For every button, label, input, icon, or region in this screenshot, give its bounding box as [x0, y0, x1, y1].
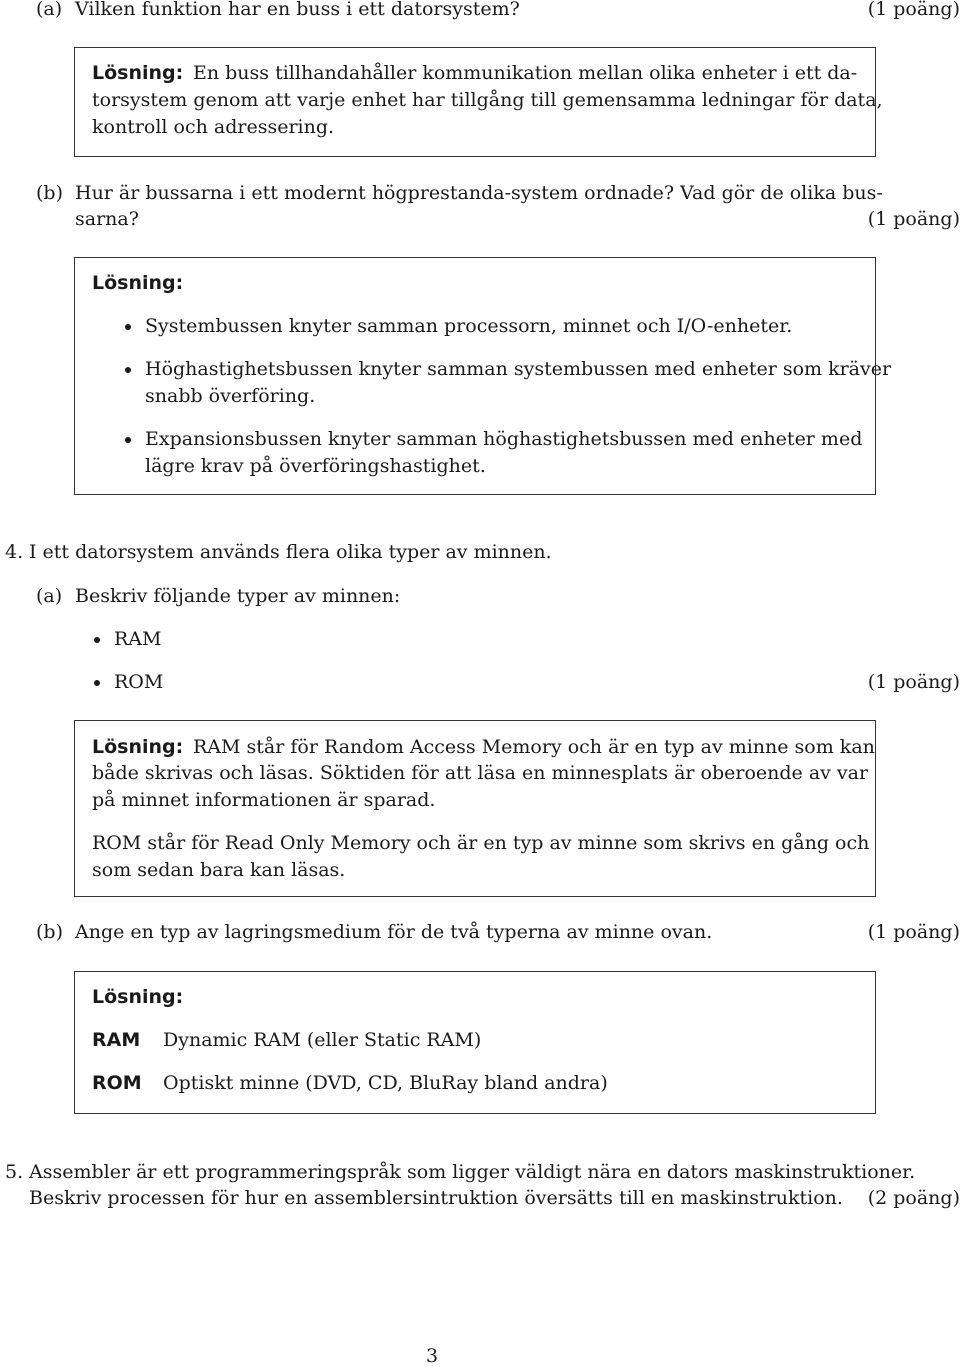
- bullet-icon: [125, 367, 131, 373]
- bullet-icon: [94, 680, 100, 686]
- q4-question: I ett datorsystem används flera olika typer av minnen.: [29, 541, 552, 563]
- q3a-solution-line-3: kontroll och adressering.: [92, 116, 335, 138]
- q4a-label: (a): [36, 585, 63, 607]
- q5-points: (2 poäng): [867, 1187, 960, 1209]
- q3b-question-line-1: Hur är bussarna i ett modernt högprestanda-system ordnade? Vad gör de olika bus-: [75, 182, 883, 204]
- q3b-bullet-2-line-1: Höghastighetsbussen knyter samman systembussen med enheter som kräver: [145, 358, 892, 380]
- q4b-label: (b): [36, 921, 63, 943]
- q3b-question-line-2: sarna?: [75, 208, 139, 230]
- q3a-question: Vilken funktion har en buss i ett datorsystem?: [75, 0, 520, 20]
- q4b-points: (1 poäng): [867, 921, 960, 943]
- q4a-points: (1 poäng): [867, 671, 960, 693]
- q4a-solution-label: Lösning:: [92, 736, 184, 758]
- q4a-solution-p2-line-2: som sedan bara kan läsas.: [92, 859, 346, 881]
- q3a-label: (a): [36, 0, 63, 20]
- q4b-solution-label: Lösning:: [92, 986, 184, 1008]
- q4b-def-term-ram: RAM: [92, 1029, 141, 1051]
- q4a-item-ram: RAM: [114, 628, 162, 650]
- q3a-solution-label: Lösning:: [92, 62, 184, 84]
- q5-question-line-2: Beskriv processen för hur en assemblersintruktion översätts till en maskinstruktion.: [29, 1187, 843, 1209]
- bullet-icon: [94, 637, 100, 643]
- q3a-points: (1 poäng): [867, 0, 960, 20]
- q4a-solution-p1-line-2: både skrivas och läsas. Söktiden för att läsa en minnesplats är oberoende av var: [92, 762, 869, 784]
- q3b-points: (1 poäng): [867, 208, 960, 230]
- q3a-solution-line-1: En buss tillhandahåller kommunikation mellan olika enheter i ett da-: [193, 62, 858, 84]
- q4a-item-rom: ROM: [114, 671, 164, 693]
- q4b-def-desc-ram: Dynamic RAM (eller Static RAM): [163, 1029, 482, 1051]
- q5-question-line-1: Assembler är ett programmeringspråk som ligger väldigt nära en dators maskinstruktioner.: [29, 1161, 916, 1183]
- q4-number: 4.: [5, 541, 24, 563]
- q4b-def-desc-rom: Optiskt minne (DVD, CD, BluRay bland andra): [163, 1072, 608, 1094]
- bullet-icon: [125, 437, 131, 443]
- q3b-solution-label: Lösning:: [92, 272, 184, 294]
- q4b-question: Ange en typ av lagringsmedium för de två typerna av minne ovan.: [75, 921, 713, 943]
- bullet-icon: [125, 324, 131, 330]
- q3b-bullet-1: Systembussen knyter samman processorn, minnet och I/O-enheter.: [145, 315, 793, 337]
- page-number: 3: [426, 1345, 439, 1367]
- q4a-solution-p2-line-1: ROM står för Read Only Memory och är en typ av minne som skrivs en gång och: [92, 832, 870, 854]
- q4a-solution-p1-line-3: på minnet informationen är sparad.: [92, 789, 436, 811]
- q4a-question: Beskriv följande typer av minnen:: [75, 585, 401, 607]
- q3b-bullet-3-line-1: Expansionsbussen knyter samman höghastighetsbussen med enheter med: [145, 428, 863, 450]
- q5-number: 5.: [5, 1161, 24, 1183]
- q4a-solution-p1-line-1: RAM står för Random Access Memory och är en typ av minne som kan: [193, 736, 875, 758]
- q3a-solution-line-2: torsystem genom att varje enhet har tillgång till gemensamma ledningar för data,: [92, 89, 883, 111]
- q4b-def-term-rom: ROM: [92, 1072, 142, 1094]
- q3b-bullet-3-line-2: lägre krav på överföringshastighet.: [145, 455, 486, 477]
- q3b-label: (b): [36, 182, 63, 204]
- q3b-bullet-2-line-2: snabb överföring.: [145, 385, 316, 407]
